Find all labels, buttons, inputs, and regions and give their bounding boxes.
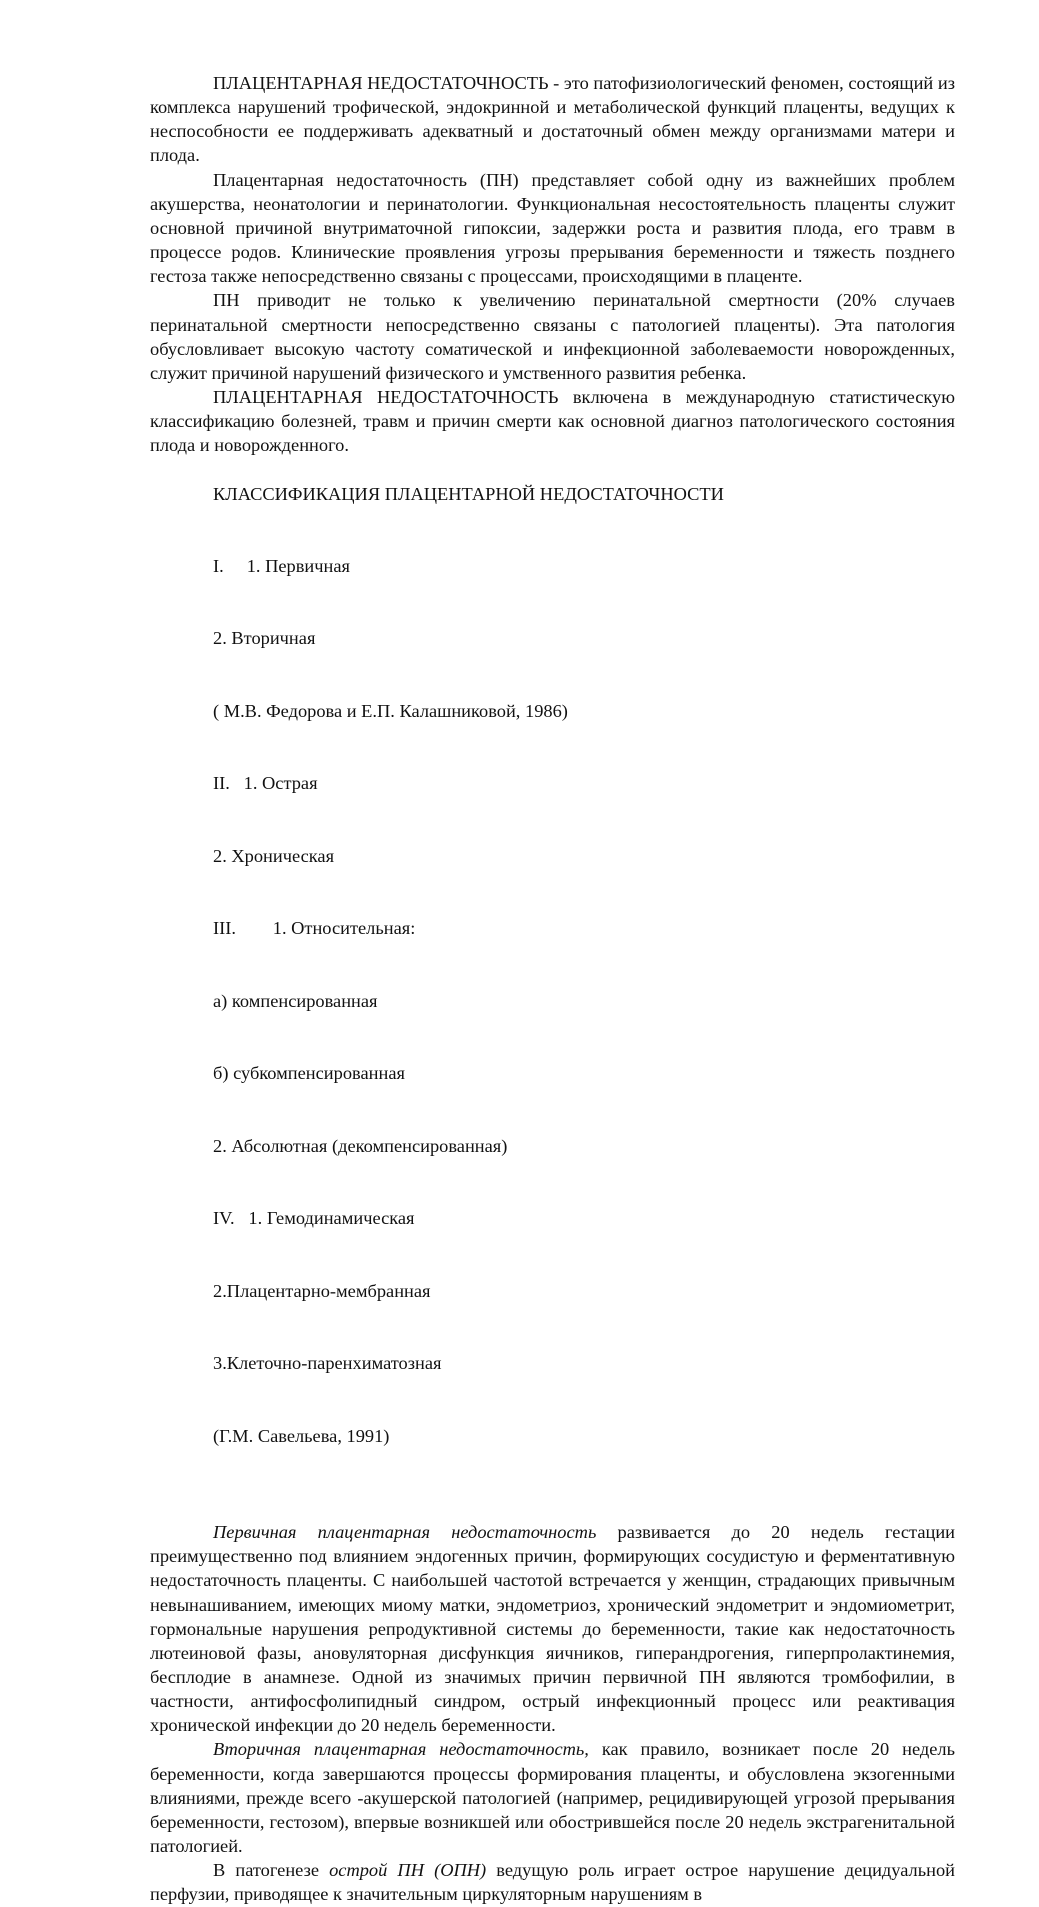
- classification-line: (Г.М. Савельева, 1991): [213, 1425, 390, 1446]
- classification-heading: КЛАССИФИКАЦИЯ ПЛАЦЕНТАРНОЙ НЕДОСТАТОЧНОСТИ: [213, 483, 724, 504]
- secondary-insufficiency-text: как правило, возникает после 20 недель беременности, когда завершаются процессы формирования плаценты, и обусловлена экзогенными влияниями, прежде всего -акушерской патологией (например, рецидивирующей угрозой прерывания беременности, гестозом), впервые возникшей или обострившейся после 20 недель экстрагенитальной патологией.: [150, 1739, 955, 1857]
- classification-line: 3.Клеточно-паренхиматозная: [213, 1353, 442, 1374]
- classification-line: II. 1. Острая: [213, 773, 318, 794]
- acute-insufficiency-lead: В патогенезе: [213, 1860, 330, 1881]
- classification-line: I. 1. Первичная: [213, 555, 350, 576]
- classification-line: ( М.В. Федорова и Е.П. Калашниковой, 1986): [213, 700, 568, 721]
- acute-insufficiency-paragraph: [150, 1858, 955, 1906]
- secondary-insufficiency-paragraph: [150, 1737, 955, 1858]
- mortality-paragraph: ПН приводит не только к увеличению перинатальной смертности (20% случаев перинатальной смертности непосредственно связаны с патологией плаценты). Эта патология обусловливает высокую частоту соматической и инфекционной заболеваемости новорожденных, служит причиной нарушений физического и умственного развития ребенка.: [150, 290, 955, 383]
- classification-line: а) компенсированная: [213, 990, 378, 1011]
- document-page: [150, 71, 955, 1907]
- definition-paragraph: ПЛАЦЕНТАРНАЯ НЕДОСТАТОЧНОСТЬ - это патофизиологический феномен, состоящий из комплекса нарушений трофической, эндокринной и метаболической функций плаценты, ведущих к неспособности ее поддерживать адекватный и достаточный обмен между организмами матери и плода.: [150, 73, 955, 166]
- primary-insufficiency-paragraph: [150, 1520, 955, 1737]
- section-spacer: [150, 1496, 955, 1520]
- classification-line: б) субкомпенсированная: [213, 1063, 405, 1084]
- primary-insufficiency-text: развивается до 20 недель гестации преимущественно под влиянием эндогенных причин, формирующих сосудистую и ферментативную недостаточность плаценты. С наибольшей частотой встречается у женщин, страдающих привычным невынашиванием, имеющих миому матки, эндометриоз, хронический эндометрит и эндомиометрит, гормональные нарушения репродуктивной системы до беременности, такие как недостаточность лютеиновой фазы, ановуляторная дисфункция яичников, гиперандрогения, гиперпролактинемия, бесплодие в анамнезе. Одной из значимых причин первичной ПН являются тромбофилии, в частности, антифосфолипидный синдром, острый инфекционный процесс или реактивация хронической инфекции до 20 недель беременности.: [150, 1522, 956, 1736]
- acute-insufficiency-text: ведущую роль играет острое нарушение децидуальной перфузии, приводящее к значительным циркуляторным нарушениям в: [150, 1860, 955, 1905]
- icd-paragraph: ПЛАЦЕНТАРНАЯ НЕДОСТАТОЧНОСТЬ включена в международную статистическую классификацию болезней, травм и причин смерти как основной диагноз патологического состояния плода и новорожденного.: [150, 387, 955, 456]
- primary-insufficiency-term: Первичная плацентарная недостаточность: [213, 1522, 597, 1543]
- classification-line: 2. Вторичная: [213, 628, 316, 649]
- importance-paragraph: Плацентарная недостаточность (ПН) представляет собой одну из важнейших проблем акушерства, неонатологии и перинатологии. Функциональная несостоятельность плаценты служит основной причиной внутриматочной гипоксии, задержки роста и развития плода, его травм в процессе родов. Клинические проявления угрозы прерывания беременности и тяжесть позднего гестоза также непосредственно связаны с процессами, происходящими в плаценте.: [150, 169, 955, 287]
- classification-list: [150, 506, 955, 1496]
- acute-insufficiency-term: острой ПН (ОПН): [329, 1860, 487, 1881]
- classification-line: 2. Абсолютная (декомпенсированная): [213, 1135, 508, 1156]
- classification-line: III. 1. Относительная:: [213, 918, 416, 939]
- classification-line: IV. 1. Гемодинамическая: [213, 1208, 415, 1229]
- section-spacer: [150, 458, 955, 482]
- classification-line: 2.Плацентарно-мембранная: [213, 1280, 431, 1301]
- secondary-insufficiency-term: Вторичная плацентарная недостаточность,: [213, 1739, 589, 1760]
- classification-line: 2. Хроническая: [213, 845, 335, 866]
